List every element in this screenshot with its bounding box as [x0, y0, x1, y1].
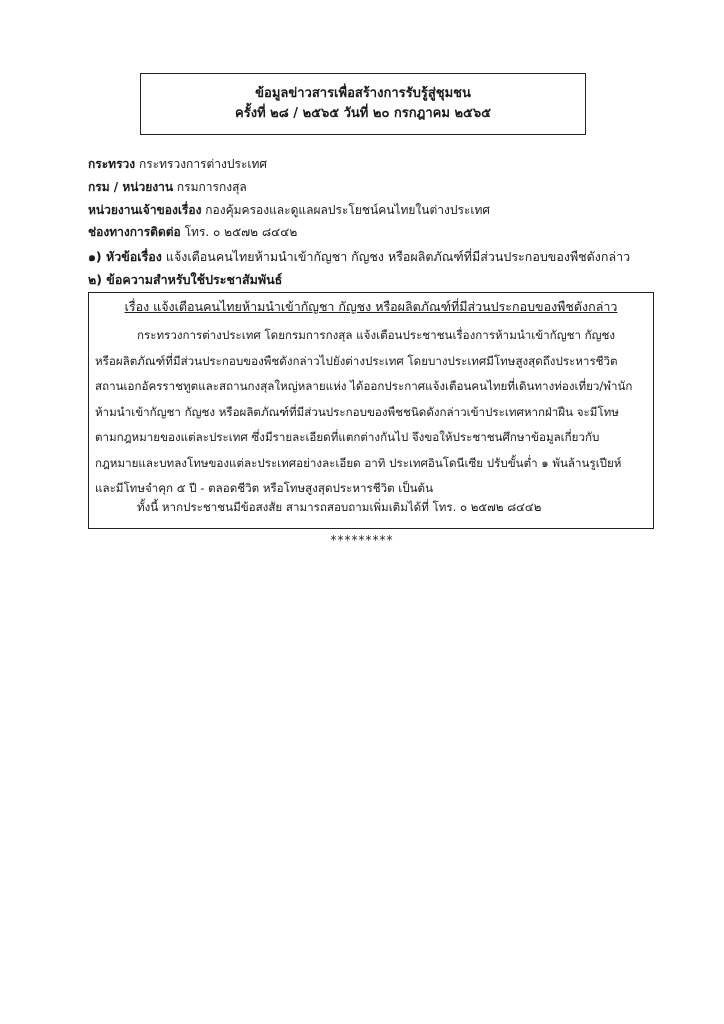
section-topic-label: ๑) หัวข้อเรื่อง — [88, 249, 162, 264]
pr-message-box — [88, 292, 654, 529]
body-line: ตามกฎหมายของแต่ละประเทศ ซึ่งมีรายละเอียดที่แตกต่างกันไป จึงขอให้ประชาชนศึกษาข้อมูลเกี่ยวกับ — [95, 430, 600, 444]
owner-label: หน่วยงานเจ้าของเรื่อง — [88, 203, 202, 217]
body-line: สถานเอกอัครราชทูตและสถานกงสุลใหญ่หลายแห่ง ได้ออกประกาศแจ้งเตือนคนไทยที่เดินทางท่องเที่ยว/พำนัก — [95, 379, 633, 393]
meta-department — [88, 178, 247, 196]
section-topic — [88, 248, 630, 266]
pr-message-closing: ทั้งนี้ หากประชาชนมีข้อสงสัย สามารถสอบถามเพิ่มเติมได้ที่ โทร. ๐ ๒๕๗๒ ๘๔๔๒ — [137, 500, 542, 514]
contact-label: ช่องทางการติดต่อ — [88, 225, 181, 239]
header-issue-date: ครั้งที่ ๒๘ / ๒๕๖๕ วันที่ ๒๐ กรกฎาคม ๒๕๖๕ — [235, 106, 491, 121]
body-line: กระทรวงการต่างประเทศ โดยกรมการกงสุล แจ้งเตือนประชาชนเรื่องการห้ามนำเข้ากัญชา กัญชง — [137, 328, 616, 342]
pr-message-body — [95, 323, 645, 502]
ministry-label: กระทรวง — [88, 157, 136, 171]
owner-value: กองคุ้มครองและดูแลผลประโยชน์คนไทยในต่างประเทศ — [205, 203, 491, 217]
body-line: กฎหมายและบทลงโทษของแต่ละประเทศอย่างละเอียด อาทิ ประเทศอินโดนีเซีย ปรับขั้นต่ำ ๑ พันล้านรูเปียห์ — [95, 455, 622, 470]
body-line: ห้ามนำเข้ากัญชา กัญชง หรือผลิตภัณฑ์ที่มีส่วนประกอบของพืชชนิดดังกล่าวเข้าประเทศหากฝ่าฝืน จะมีโทษ — [95, 404, 619, 419]
meta-contact — [88, 223, 297, 241]
pr-message-title: เรื่อง แจ้งเตือนคนไทยห้ามนำเข้ากัญชา กัญชง หรือผลิตภัณฑ์ที่มีส่วนประกอบของพืชดังกล่าว — [124, 299, 618, 314]
body-line: และมีโทษจำคุก ๕ ปี - ตลอดชีวิต หรือโทษสูงสุดประหารชีวิต เป็นต้น — [95, 481, 433, 495]
department-value: กรมการกงสุล — [176, 180, 247, 194]
end-marker: ********* — [330, 533, 394, 547]
header-box — [140, 73, 586, 135]
section-topic-value: แจ้งเตือนคนไทยห้ามนำเข้ากัญชา กัญชง หรือผลิตภัณฑ์ที่มีส่วนประกอบของพืชดังกล่าว — [165, 249, 631, 264]
department-label: กรม / หน่วยงาน — [88, 180, 174, 194]
header-title: ข้อมูลข่าวสารเพื่อสร้างการรับรู้สู่ชุมชน — [255, 86, 471, 101]
contact-value: โทร. ๐ ๒๕๗๒ ๘๔๔๒ — [184, 225, 298, 239]
ministry-value: กระทรวงการต่างประเทศ — [138, 157, 268, 171]
meta-ministry — [88, 155, 267, 173]
body-line: หรือผลิตภัณฑ์ที่มีส่วนประกอบของพืชดังกล่าวไปยังต่างประเทศ โดยบางประเทศมีโทษสูงสุดถึงประหารชีวิต — [95, 353, 618, 368]
section-pr-label: ๒) ข้อความสำหรับใช้ประชาสัมพันธ์ — [88, 272, 283, 287]
meta-owner — [88, 201, 490, 219]
section-pr-message — [88, 271, 282, 289]
